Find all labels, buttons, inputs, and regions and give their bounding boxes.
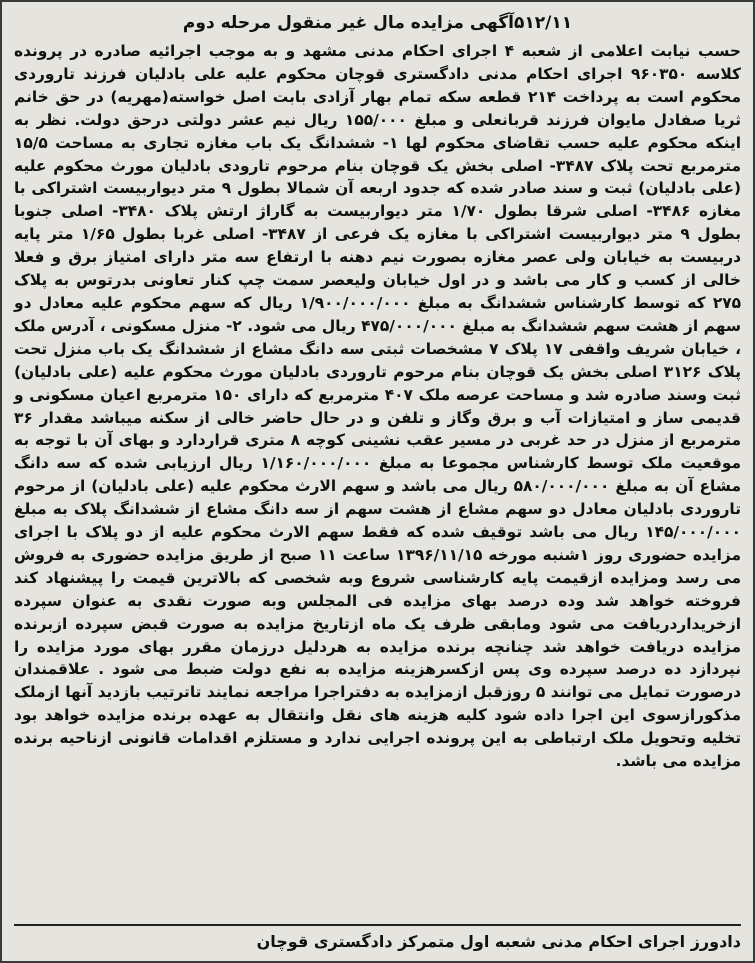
notice-body: حسب نیابت اعلامی از شعبه ۴ اجرای احکام مدنی مشهد و به موجب اجرائیه صادره در پرونده کلاسه ۹۶۰۳۵۰ اجرای احکام مدنی دادگستری قوچان محکوم علیه علی بادلیان فرزند تاروردی محکوم است به پرداخت ۲۱۴ قطعه سکه تمام بهار آزادی بابت اصل خواسته(مهریه) در حق خانم ثریا صفادل مایوان فرزند قربانعلی و مبلغ ۱۵۵/۰۰۰ ریال نیم عشر دولتی درحق دولت. نظر به اینکه محکوم علیه حسب تقاضای محکوم لها ۱- ششدانگ یک باب مغازه تجاری به مساحت ۱۵/۵ مترمربع تحت پلاک ۳۴۸۷- اصلی بخش یک قوچان بنام مرحوم تارودی بادلیان مورث محکوم علیه (علی بادلیان) ثبت و سند صادر شده که جدود اربعه آن شمالا بطول ۹ متر دیواربیست اشتراکی با مغازه ۳۴۸۶- اصلی شرقا بطول ۱/۷۰ متر دیواربیست به گاراژ ارتش پلاک ۳۴۸۰- اصلی جنوبا بطول ۹ متر دیواربیست اشتراکی با مغازه یک فرعی از ۳۴۸۷- اصلی غربا بطول ۱/۶۵ متر پایه دربیست به خیابان ولی عصر مغازه بصورت نیم دهنه با ارتفاع سه متر دارای امتیاز برق و فعلا خالی از کسب و کار می باشد و در اول خیابان ولیعصر سمت چپ کنار تعاونی بدرتوس به پلاک ۲۷۵ که توسط کارشناس ششدانگ به مبلغ ۱/۹۰۰/۰۰۰/۰۰۰ ریال که سهم محکوم علیه معادل دو سهم از هشت سهم ششدانگ به مبلغ ۴۷۵/۰۰۰/۰۰۰ ریال می شود. ۲- منزل مسکونی ، آدرس ملک ، خیابان شریف واقفی ۱۷ پلاک ۷ مشخصات ثبتی سه دانگ مشاع از ششدانگ یک باب منزل تحت پلاک ۳۱۲۶ اصلی بخش یک قوچان بنام مرحوم تاروردی بادلیان مورث محکوم علیه (علی بادلیان) ثبت وسند صادره شد و مساحت عرصه ملک ۴۰۷ مترمربع که دارای ۱۵۰ مترمربع اعیان مسکونی و قدیمی ساز و امتیازات آب و برق وگاز و تلفن و در حال حاضر خالی از سکنه میباشد مقدار ۳۶ مترمربع از منزل در حد غربی در مسیر عقب نشینی کوچه ۸ متری قراردارد و بهای آن با توجه به موقعیت ملک توسط کارشناس مجموعا به مبلغ ۱/۱۶۰/۰۰۰/۰۰۰ ریال ارزیابی شده که سه دانگ مشاع آن به مبلغ ۵۸۰/۰۰۰/۰۰۰ ریال می باشد و سهم الارث محکوم علیه (علی بادلیان) از مرحوم تاروردی بادلیان معادل دو سهم مشاع از هشت سهم از سه دانگ مشاع از ششدانگ پلاک به مبلغ ۱۴۵/۰۰۰/۰۰۰ ریال می باشد توقیف شده که فقط سهم الارث محکوم علیه از دو پلاک با اجرای مزایده حضوری روز ۱شنبه مورخه ۱۳۹۶/۱۱/۱۵ ساعت ۱۱ صبح از طریق مزایده حضوری به فروش می رسد ومزایده ازقیمت پایه کارشناسی شروع وبه شخصی که بالاترین قیمت را پیشنهاد کند فروخته خواهد شد وده درصد بهای مزایده فی المجلس وبه صورت نقدی به عنوان سپرده ازخریداردریافت می شود ومابقی ظرف یک ماه ازتاریخ مزایده به صورت قبض سپرده ازبرنده مزایده دریافت خواهد شد چنانچه برنده مزایده به هردلیل درزمان مقرر بهای مورد مزایده را نپردازد ده درصد سپرده وی پس ازکسرهزینه مزایده به نفع دولت ضبط می شود . علاقمندان درصورت تمایل می توانند ۵ روزقبل ازمزایده به دفتراجرا مراجعه نمایند تاترتیب بازدید آنها ازملک مذکورازسوی این اجرا داده شود کلیه هزینه های نقل وانتقال به عهده برنده مزایده خواهد بود تخلیه وتحویل ملک ارتباطی به این پرونده اجرایی ندارد و مستلزم اقدامات قانونی ازناحیه برنده مزایده می باشد.: [14, 42, 742, 771]
footer-divider: [14, 924, 741, 926]
notice-title: ۵۱۲/۱۱آگهی مزایده مال غیر منقول مرحله دوم: [182, 13, 573, 33]
notice-signature: دادورز اجرای احکام مدنی شعبه اول متمرکز دادگستری قوچان: [256, 932, 741, 951]
